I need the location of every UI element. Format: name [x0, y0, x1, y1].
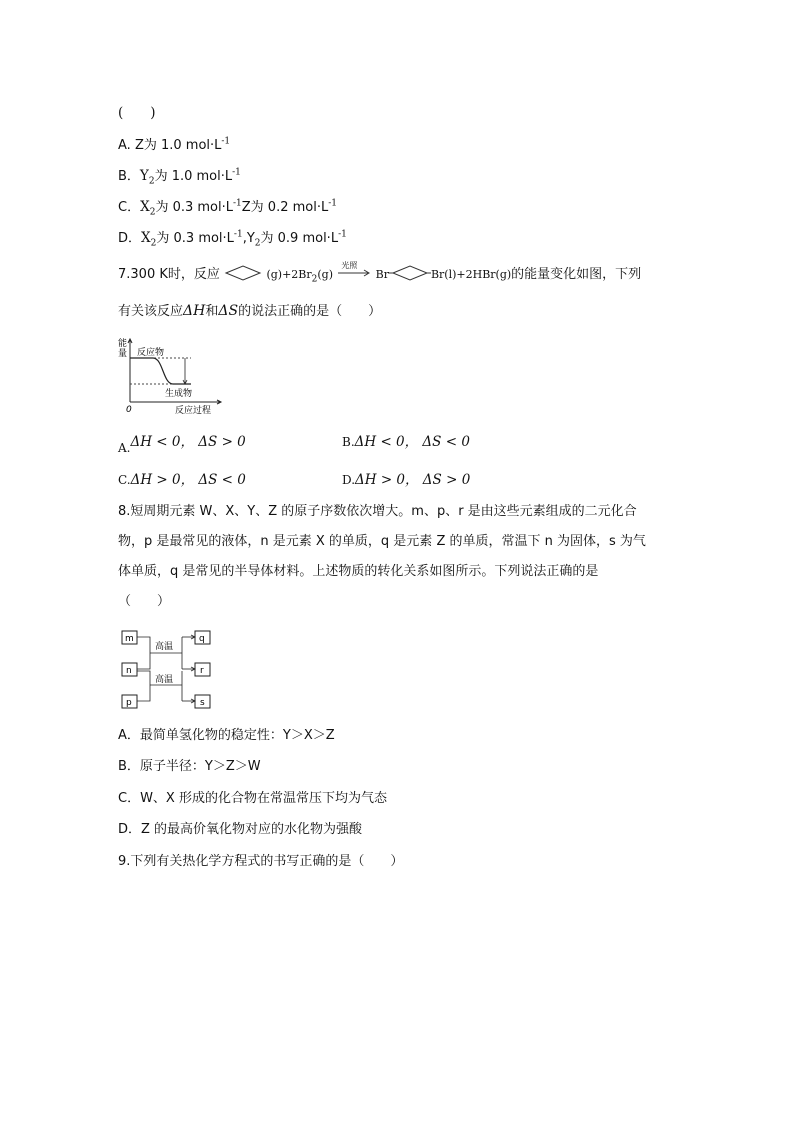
- q6-option-d: D．$X_2$为 0.3 $mol\cdot L^{-1},Y_2$为 0.9 $mol\cdot L^{-1}$: [118, 229, 347, 249]
- label-q: q: [199, 634, 205, 644]
- conversion-diagram: [118, 627, 218, 713]
- origin-label: 0: [126, 405, 132, 415]
- reaction-arrow: [337, 261, 371, 280]
- reactant-label: 反应物: [137, 348, 165, 358]
- benzene-ring-icon: [224, 265, 262, 281]
- condition-high-temp-2: 高温: [155, 675, 174, 685]
- arrow-condition: 光照: [341, 261, 358, 270]
- q8-stem-line2: 物，p 是最常见的液体，n 是元素 X 的单质，q 是元素 Z 的单质，常温下 n 为固体，s 为气: [118, 534, 646, 549]
- benzene-ring-icon: [389, 265, 431, 281]
- label-m: m: [125, 634, 134, 644]
- q6-answer-bracket: ( ): [118, 105, 156, 121]
- label-n: n: [126, 666, 132, 676]
- label-s: s: [200, 698, 205, 708]
- q6-option-a: A. Z为 1.0 $mol\cdot L^{-1}$: [118, 136, 231, 153]
- q8-stem-line3: 体单质，q 是常见的半导体材料。上述物质的转化关系如图所示。下列说法正确的是: [118, 564, 599, 579]
- q8-option-c: C．W、X 形成的化合物在常温常压下均为气态: [118, 791, 387, 806]
- q9-stem: 9.下列有关热化学方程式的书写正确的是（ ）: [118, 854, 404, 869]
- q8-answer-bracket: （ ）: [118, 594, 171, 609]
- energy-curve: [130, 358, 191, 384]
- q6-option-c: C．$X_2$为 0.3 $mol\cdot L^{-1}Z$为 0.2 $mol\cdot L^{-1}$: [118, 198, 337, 218]
- graph-ylabel-1: 能: [118, 339, 128, 349]
- graph-xlabel: 反应过程: [175, 406, 212, 416]
- q6-option-b: B．$Y_2$为 1.0 $mol\cdot L^{-1}$: [118, 167, 241, 187]
- product-label: 生成物: [165, 389, 193, 399]
- label-p: p: [126, 698, 132, 708]
- q7-option-d: D.ΔH > 0， ΔS > 0: [342, 472, 471, 488]
- q8-option-a: A．最简单氢化物的稳定性：Y＞X＞Z: [118, 728, 335, 743]
- q8-option-b: B．原子半径：Y＞Z＞W: [118, 759, 261, 774]
- q8-option-d: D．Z 的最高价氧化物对应的水化物为强酸: [118, 822, 363, 837]
- q7-option-c: C.ΔH > 0， ΔS < 0: [118, 472, 246, 488]
- q7-stem-line1: 7.300 K时，反应 $(g)+2Br_2(g)$ 光照 Br Br(l)+2HBr(g)的能量变化如图，下列: [118, 264, 641, 284]
- q7-option-a: A.ΔH < 0， ΔS > 0: [118, 434, 246, 455]
- graph-ylabel-2: 量: [118, 349, 128, 359]
- q7-option-b: B.ΔH < 0， ΔS < 0: [342, 434, 470, 450]
- label-r: r: [200, 666, 204, 676]
- q7-stem-line2: 有关该反应ΔH和ΔS的说法正确的是（ ）: [118, 303, 382, 319]
- energy-profile-graph: [115, 336, 225, 416]
- condition-high-temp-1: 高温: [155, 642, 174, 652]
- q8-stem-line1: 8.短周期元素 W、X、Y、Z 的原子序数依次增大。m、p、r 是由这些元素组成的二元化合: [118, 504, 637, 519]
